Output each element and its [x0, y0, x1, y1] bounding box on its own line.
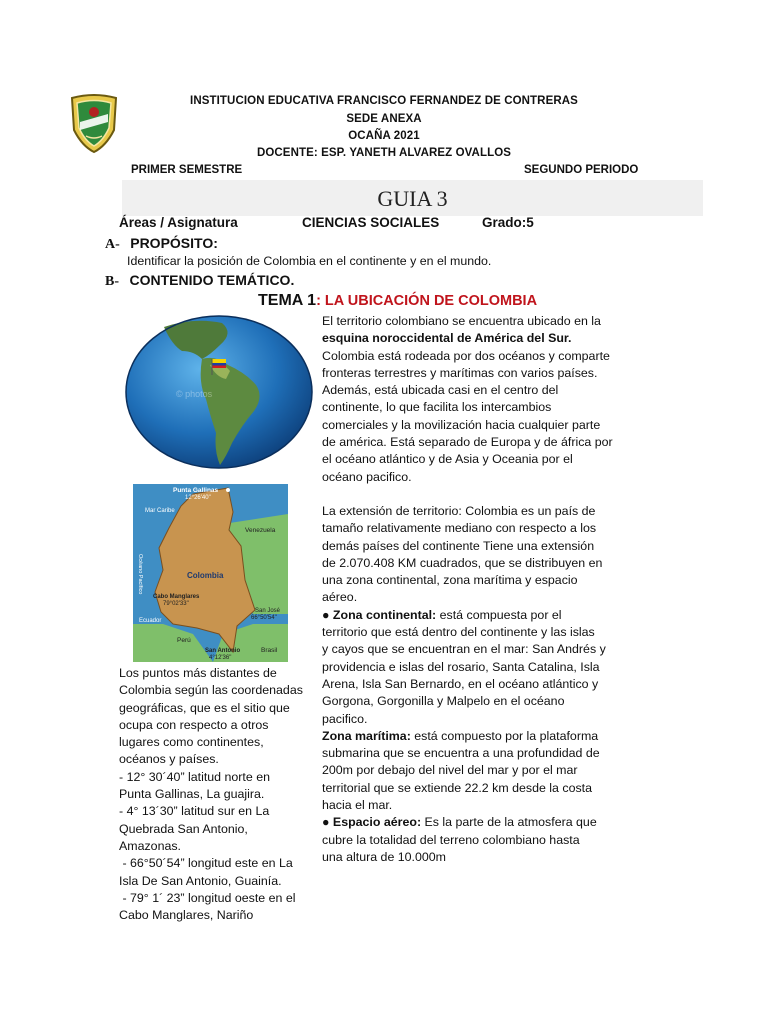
coordinates-line: Los puntos más distantes de — [119, 666, 277, 680]
extension-line: de 2.070.408 KM cuadrados, que se distribuyen en — [322, 555, 603, 570]
espacio-aereo-label: ● Espacio aéreo: — [322, 815, 422, 830]
coordinates-paragraph — [119, 665, 309, 924]
map-label-venezuela: Venezuela — [245, 527, 276, 534]
coordinates-line: - 66°50´54” longitud este en La — [119, 856, 293, 871]
map-label-sa-coord: 4°12'36" — [209, 655, 232, 661]
coordinates-line: - 4° 13´30” latitud sur en La — [119, 804, 270, 819]
content-title: CONTENIDO TEMÁTICO. — [129, 272, 295, 288]
extension-line: una zona continental, zona marítima y espacio — [322, 573, 578, 588]
coordinates-line: geográficas, que es el sitio que — [119, 700, 290, 715]
intro-line: Colombia está rodeada por dos océanos y comparte — [322, 348, 610, 363]
period-label: SEGUNDO PERIODO — [524, 164, 639, 176]
subject-name: CIENCIAS SOCIALES — [302, 215, 440, 230]
map-label-pg-coord: 12°26'40" — [185, 495, 211, 501]
intro-line: de américa. Está separado de Europa y de áfrica por — [322, 435, 613, 450]
purpose-text: Identificar la posición de Colombia en el continente y en el mundo. — [127, 254, 492, 268]
guide-title: GUIA 3 — [377, 186, 448, 211]
intro-line: Además, está ubicada casi en el centro del — [322, 383, 559, 398]
map-label-peru: Perú — [177, 637, 191, 644]
zona-continental-line — [322, 607, 622, 624]
theme-title: : LA UBICACIÓN DE COLOMBIA — [316, 293, 538, 309]
map-label-san-jose: San José — [255, 608, 281, 614]
zona-maritima-line: 200m por debajo del nivel del mar y por el mar — [322, 763, 578, 778]
semester-label: PRIMER SEMESTRE — [131, 164, 243, 176]
areas-label: Áreas / Asignatura — [119, 215, 238, 230]
map-label-sj-coord: 66°50'54" — [251, 615, 277, 621]
purpose-letter: A- — [105, 237, 120, 252]
extension-line: La extensión de territorio: Colombia es un país de — [322, 504, 596, 518]
intro-line: comerciales y la movilización hacia cualquier parte — [322, 417, 601, 432]
theme-heading — [258, 292, 537, 310]
zona-continental-line: territorio que está dentro del continente y las islas — [322, 625, 595, 640]
map-label-brasil: Brasil — [261, 647, 278, 654]
institution-name: INSTITUCION EDUCATIVA FRANCISCO FERNANDEZ DE CONTRERAS — [190, 95, 578, 107]
extension-line: aéreo. — [322, 590, 358, 605]
coordinates-line: - 79° 1´ 23” longitud oeste en el — [119, 890, 296, 905]
extension-line: tamaño relativamente mediano con respecto a los — [322, 521, 597, 536]
purpose-title: PROPÓSITO: — [130, 235, 218, 251]
zona-continental-line: Gorgona, Gorgonilla y Malpelo en el océano — [322, 694, 565, 709]
zona-continental-label: ● Zona continental: — [322, 607, 437, 622]
purpose-heading — [105, 235, 218, 253]
coordinates-line: - 12° 30´40” latitud norte en — [119, 769, 270, 784]
zona-maritima-label: Zona marítima: — [322, 728, 411, 743]
zona-maritima-first: está compuesto por la plataforma — [410, 728, 599, 743]
colombia-map — [133, 484, 288, 662]
teacher-name: DOCENTE: ESP. YANETH ALVAREZ OVALLOS — [256, 147, 512, 159]
zona-maritima-line: hacia el mar. — [322, 798, 393, 813]
coordinates-line: lugares como continentes, — [119, 735, 264, 750]
coordinates-line: ocupa con respecto a otros — [119, 717, 269, 732]
zona-maritima-line — [322, 728, 622, 745]
map-label-punta-gallinas: Punta Gallinas — [173, 487, 219, 494]
globe-image — [124, 315, 314, 470]
map-label-san-antonio: San Antonio — [205, 648, 241, 654]
intro-line: esquina noroccidental de América del Sur. — [322, 331, 572, 346]
map-label-cm-coord: 79°02'33" — [163, 601, 189, 607]
coordinates-line: Amazonas. — [119, 838, 181, 853]
zona-continental-line: y cayos que se encuentran en el mar: San Andrés y — [322, 642, 606, 657]
map-label-mar-caribe: Mar Caribe — [145, 508, 175, 514]
coordinates-line: Colombia según las coordenadas — [119, 683, 303, 698]
espacio-aereo-line — [322, 814, 622, 831]
coordinates-line: Isla De San Antonio, Guainía. — [119, 873, 282, 888]
coordinates-line: océanos y países. — [119, 752, 219, 767]
intro-line: océano pacifico. — [322, 469, 412, 484]
intro-line: el océano atlántico y de Asia y Oceania por el — [322, 452, 573, 467]
zona-continental-line: providencia e islas del rosario, Santa Catalina, Isla — [322, 659, 600, 674]
map-label-cabo-manglares: Cabo Manglares — [153, 594, 200, 600]
espacio-aereo-line: una altura de 10.000m — [322, 849, 446, 864]
zona-continental-line: Arena, Isla San Bernardo, en el océano atlántico y — [322, 676, 599, 691]
campus-name: SEDE ANEXA — [346, 113, 422, 125]
extension-paragraph — [322, 503, 622, 866]
intro-paragraph — [322, 313, 622, 486]
map-label-ecuador: Ecuador — [139, 618, 162, 624]
espacio-aereo-first: Es la parte de la atmosfera que — [421, 815, 597, 830]
zona-maritima-line: territorial que se extiende 22.2 km desde la costa — [322, 780, 592, 795]
map-label-oceano-pacifico: Océano Pacífico — [137, 554, 143, 595]
zona-continental-first: está compuesta por el — [436, 607, 562, 622]
intro-line: fronteras terrestres y marítimas con varios países. — [322, 365, 598, 380]
globe-watermark: © photos — [176, 389, 213, 399]
map-label-colombia: Colombia — [187, 571, 224, 580]
theme-label: TEMA 1 — [258, 292, 317, 309]
coordinates-line: Punta Gallinas, La guajira. — [119, 787, 265, 802]
grade-label: Grado:5 — [482, 215, 534, 230]
intro-line: El territorio colombiano se encuentra ubicado en la — [322, 314, 601, 328]
espacio-aereo-line: cubre la totalidad del terreno colombiano hasta — [322, 832, 580, 847]
city-year: OCAÑA 2021 — [348, 130, 420, 142]
zona-maritima-line: submarina que se encuentra a una profundidad de — [322, 746, 600, 761]
intro-line: continente, lo que facilita los intercambios — [322, 400, 552, 415]
content-letter: B- — [105, 274, 119, 289]
coordinates-line: Quebrada San Antonio, — [119, 821, 248, 836]
extension-line: demás países del continente Tiene una extensión — [322, 538, 595, 553]
coordinates-line: Cabo Manglares, Nariño — [119, 908, 254, 923]
zona-continental-line: pacifico. — [322, 711, 368, 726]
content-heading — [105, 272, 294, 290]
